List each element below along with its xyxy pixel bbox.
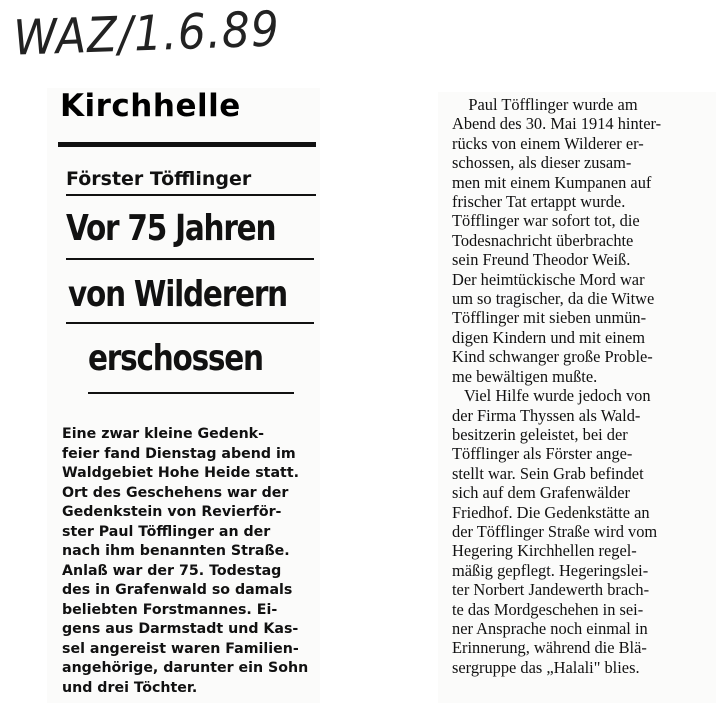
top-rule bbox=[58, 142, 316, 147]
lead-line: nach ihm benannten Straße. bbox=[62, 543, 290, 559]
body-line: me bewältigen mußte. bbox=[452, 366, 598, 386]
lead-line: beliebten Forstmannes. Ei- bbox=[62, 601, 278, 618]
lead-line: Waldgebiet Hohe Heide statt. bbox=[62, 465, 299, 481]
body-line: rücks von einem Wilderer er- bbox=[452, 133, 644, 153]
headline-line-1: Vor 75 Jahren bbox=[66, 208, 276, 249]
lead-line: und drei Töchter. bbox=[62, 679, 198, 696]
body-line: Todesnachricht überbrachte bbox=[452, 230, 634, 250]
body-line: sergruppe das „Halali" blies. bbox=[452, 657, 640, 677]
body-line: sich auf dem Grafenwälder bbox=[452, 483, 630, 503]
body-line: Viel Hilfe wurde jedoch von bbox=[452, 386, 651, 406]
headline-rule-2 bbox=[66, 322, 314, 324]
headline-rule-3 bbox=[88, 392, 294, 394]
article-body bbox=[452, 95, 712, 677]
lead-line: des in Grafenwald so damals bbox=[62, 582, 293, 598]
body-line: Erinnerung, während die Blä- bbox=[452, 638, 647, 658]
body-line: ter Norbert Jandewerth brach- bbox=[452, 580, 650, 600]
body-line: te das Mordgeschehen in sei- bbox=[452, 599, 644, 619]
lead-line: feier fand Dienstag abend im bbox=[62, 445, 296, 462]
lead-line: sel angereist waren Familien- bbox=[62, 640, 299, 657]
body-line: Töfflinger als Förster ange- bbox=[452, 444, 633, 464]
lead-line: Eine zwar kleine Gedenk- bbox=[62, 426, 265, 442]
body-line: Töfflinger war sofort tot, die bbox=[452, 211, 640, 231]
body-line: besitzerin geleistet, bei der bbox=[452, 424, 628, 444]
body-line: Kind schwanger große Proble- bbox=[452, 347, 653, 367]
lead-line: angehörige, darunter ein Sohn bbox=[62, 660, 309, 676]
body-line: Abend des 30. Mai 1914 hinter- bbox=[452, 114, 662, 134]
lead-line: gens aus Darmstadt und Kas- bbox=[62, 621, 299, 637]
lead-line: Gedenkstein von Revierför- bbox=[62, 504, 282, 520]
body-line: schossen, als dieser zusam- bbox=[452, 153, 632, 173]
overline: Förster Töfflinger bbox=[66, 168, 252, 190]
handwritten-text: WAZ/1.6.89 bbox=[12, 1, 281, 67]
lead-line: Anlaß war der 75. Todestag bbox=[62, 562, 282, 579]
body-line: Töfflinger mit sieben unmün- bbox=[452, 308, 647, 328]
body-line: ner Ansprache noch einmal in bbox=[452, 618, 648, 638]
body-line: Friedhof. Die Gedenkstätte an bbox=[452, 502, 650, 522]
body-line: Paul Töfflinger wurde am bbox=[452, 95, 638, 114]
body-line: sein Freund Theodor Weiß. bbox=[452, 250, 631, 270]
lead-line: ster Paul Töfflinger an der bbox=[62, 523, 271, 540]
body-line: Hegering Kirchhellen regel- bbox=[452, 541, 637, 561]
body-line: stellt war. Sein Grab befindet bbox=[452, 463, 644, 483]
headline-rule-1 bbox=[66, 258, 314, 260]
body-line: men mit einem Kumpanen auf bbox=[452, 172, 652, 192]
headline-line-3: erschossen bbox=[88, 338, 263, 379]
location-kicker: Kirchhelle bbox=[60, 88, 241, 124]
lead-line: Ort des Geschehens war der bbox=[62, 484, 289, 501]
lead-paragraph bbox=[62, 425, 324, 698]
handwritten-source-note bbox=[13, 3, 316, 93]
body-line: mäßig gepflegt. Hegeringslei- bbox=[452, 560, 649, 580]
body-line: frischer Tat ertappt wurde. bbox=[452, 192, 626, 212]
body-line: der Töfflinger Straße wird vom bbox=[452, 521, 658, 541]
overline-rule bbox=[66, 194, 316, 196]
body-line: Der heimtückische Mord war bbox=[452, 269, 645, 289]
body-line: der Firma Thyssen als Wald- bbox=[452, 405, 641, 425]
body-line: digen Kindern und mit einem bbox=[452, 327, 646, 347]
body-line: um so tragischer, da die Witwe bbox=[452, 289, 655, 309]
headline-line-2: von Wilderern bbox=[68, 274, 287, 315]
